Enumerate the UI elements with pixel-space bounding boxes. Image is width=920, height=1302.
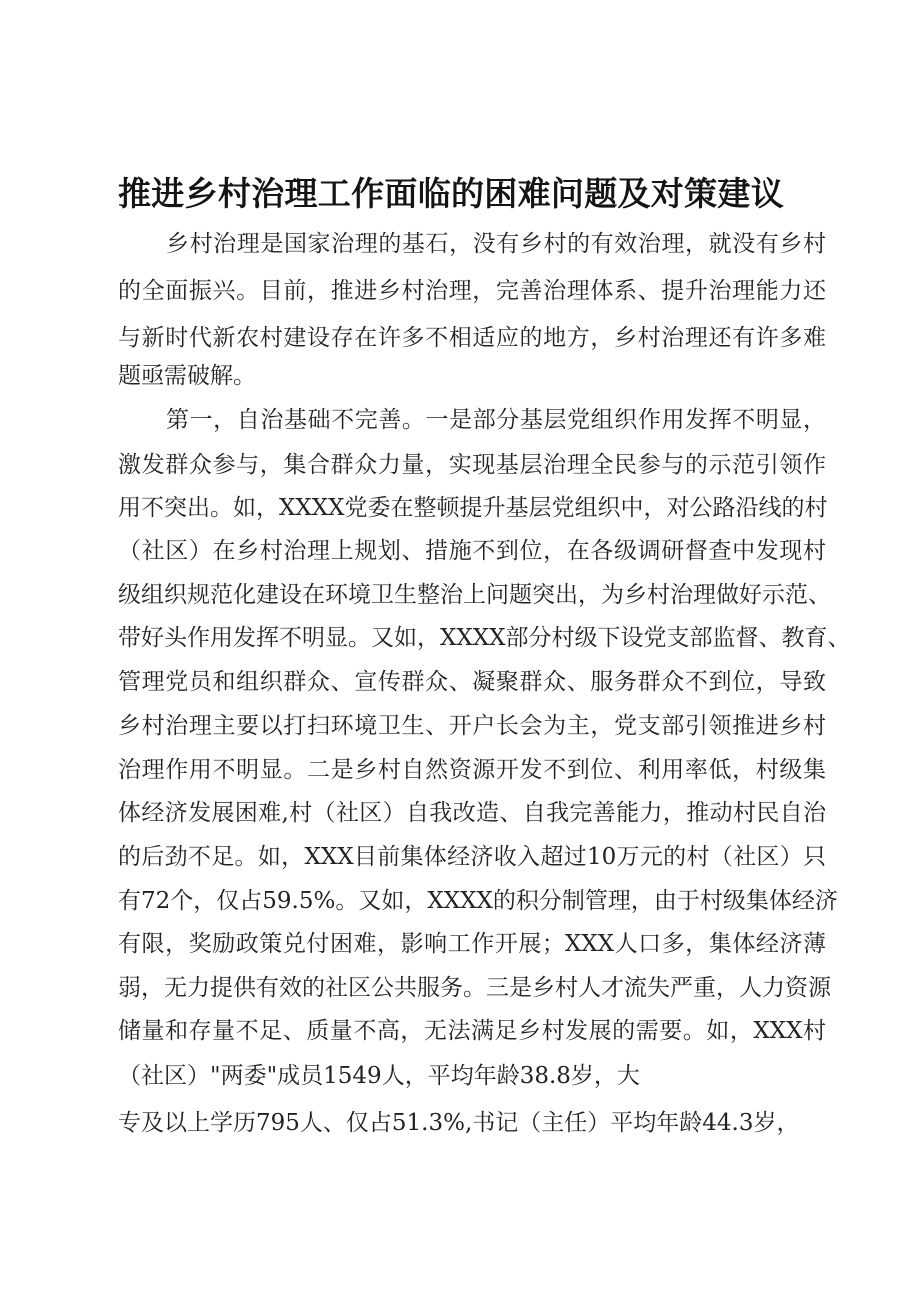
paragraph-2-line-16: （社区）"两委"成员1549人，平均年龄38.8岁，大: [118, 1063, 640, 1089]
paragraph-2-line-10: 体经济发展困难,村（社区）自我改造、自我完善能力，推动村民自治: [118, 800, 826, 826]
paragraph-1-line-4: 题亟需破解。: [118, 363, 256, 389]
paragraph-2-line-11: 的后劲不足。如，XXX目前集体经济收入超过10万元的村（社区）只: [118, 844, 826, 870]
paragraph-2-line-12: 有72个，仅占59.5%。又如，XXXX的积分制管理，由于村级集体经济: [118, 888, 838, 914]
paragraph-2-line-1: 第一，自治基础不完善。一是部分基层党组织作用发挥不明显，: [166, 407, 826, 433]
paragraph-2-line-3: 用不突出。如，XXXX党委在整顿提升基层党组织中，对公路沿线的村: [118, 495, 828, 521]
paragraph-2-line-6: 带好头作用发挥不明显。又如，XXXX部分村级下设党支部监督、教育、: [118, 625, 851, 651]
paragraph-2-line-4: （社区）在乡村治理上规划、措施不到位，在各级调研督查中发现村: [118, 538, 826, 564]
paragraph-2-line-9: 治理作用不明显。二是乡村自然资源开发不到位、利用率低，村级集: [118, 757, 826, 783]
paragraph-1-line-1: 乡村治理是国家治理的基石，没有乡村的有效治理，就没有乡村: [166, 231, 826, 257]
paragraph-2-line-13: 有限，奖励政策兑付困难，影响工作开展；XXX人口多，集体经济薄: [118, 931, 826, 957]
paragraph-2-line-2: 激发群众参与，集合群众力量，实现基层治理全民参与的示范引领作: [118, 452, 826, 478]
paragraph-1-line-3: 与新时代新农村建设存在许多不相适应的地方，乡村治理还有许多难: [118, 325, 826, 351]
paragraph-2-line-14: 弱，无力提供有效的社区公共服务。三是乡村人才流失严重，人力资源: [118, 975, 831, 1001]
paragraph-2-line-5: 级组织规范化建设在环境卫生整治上问题突出，为乡村治理做好示范、: [118, 582, 831, 608]
paragraph-1-line-2: 的全面振兴。目前，推进乡村治理，完善治理体系、提升治理能力还: [118, 278, 826, 304]
document-title: 推进乡村治理工作面临的困难问题及对策建议: [118, 174, 784, 213]
paragraph-2-line-8: 乡村治理主要以打扫环境卫生、开户长会为主，党支部引领推进乡村: [118, 713, 826, 739]
paragraph-2-line-15: 储量和存量不足、质量不高，无法满足乡村发展的需要。如，XXX村: [118, 1018, 826, 1044]
paragraph-2-line-17: 专及以上学历795人、仅占51.3%,书记（主任）平均年龄44.3岁，: [118, 1110, 800, 1136]
paragraph-2-line-7: 管理党员和组织群众、宣传群众、凝聚群众、服务群众不到位，导致: [118, 669, 826, 695]
